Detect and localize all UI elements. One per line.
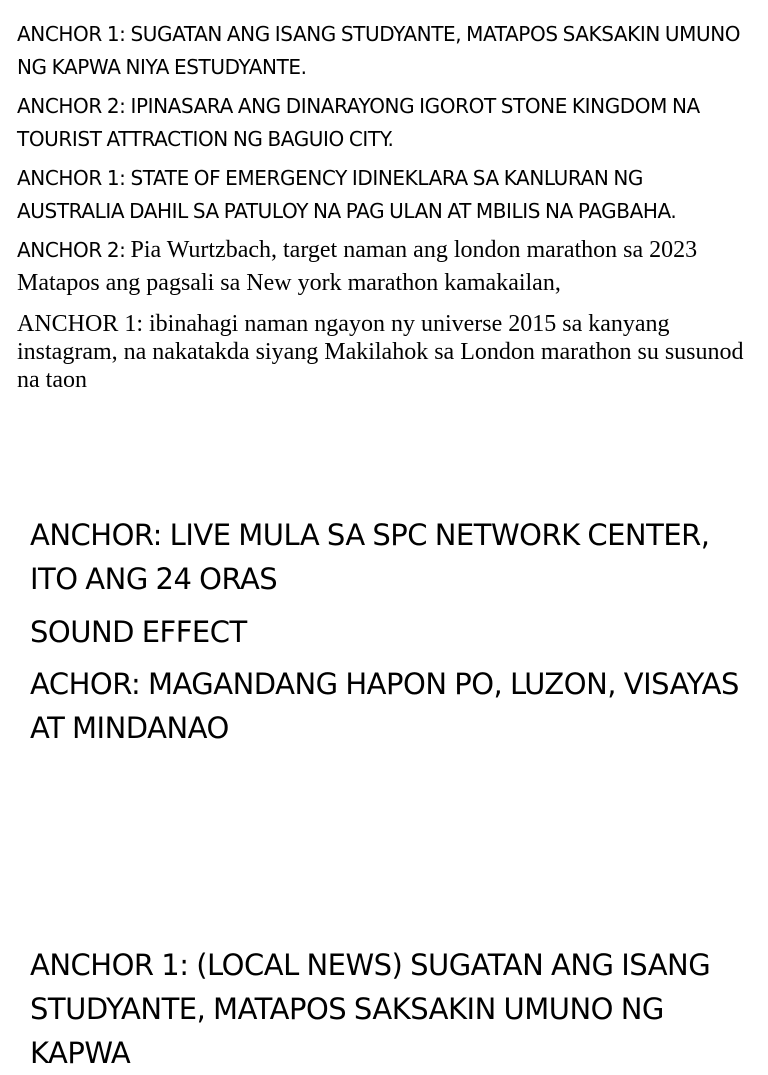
anchor-2-text: Pia Wurtzbach, target naman ang london marathon sa 2023 Matapos ang pagsali sa New york marathon kamakailan, [17, 237, 698, 296]
script-line-anchor-1-australia: ANCHOR 1: STATE OF EMERGENCY IDINEKLARA SA KANLURAN NG AUSTRALIA DAHIL SA PATULOY NA PAG ULAN AT MBILIS NA PAGBAHA. [17, 166, 677, 223]
script-line-local-news: ANCHOR 1: (LOCAL NEWS) SUGATAN ANG ISANG STUDYANTE, MATAPOS SAKSAKIN UMUNO NG KAPWA [30, 948, 711, 1070]
slide-2 [0, 500, 768, 800]
slide-1 [0, 0, 768, 480]
script-line-anchor-2-marathon [17, 234, 754, 299]
script-line-anchor-1-instagram: ANCHOR 1: ibinahagi naman ngayon ny universe 2015 sa kanyang instagram, na nakatakda siyang Makilahok sa London marathon su susunod na taon [17, 311, 744, 393]
script-line-opening: ANCHOR: LIVE MULA SA SPC NETWORK CENTER, ITO ANG 24 ORAS [30, 518, 710, 596]
script-line-sound-effect: SOUND EFFECT [30, 615, 247, 649]
anchor-2-label: ANCHOR 2: [17, 238, 131, 262]
script-line-anchor-1-student: ANCHOR 1: SUGATAN ANG ISANG STUDYANTE, MATAPOS SAKSAKIN UMUNO NG KAPWA NIYA ESTUDYANTE. [17, 22, 741, 79]
script-line-greeting: ACHOR: MAGANDANG HAPON PO, LUZON, VISAYAS AT MINDANAO [30, 667, 739, 745]
script-line-anchor-2-stone-kingdom: ANCHOR 2: IPINASARA ANG DINARAYONG IGOROT STONE KINGDOM NA TOURIST ATTRACTION NG BAGUIO CITY. [17, 94, 700, 151]
slide-3 [0, 930, 768, 1070]
